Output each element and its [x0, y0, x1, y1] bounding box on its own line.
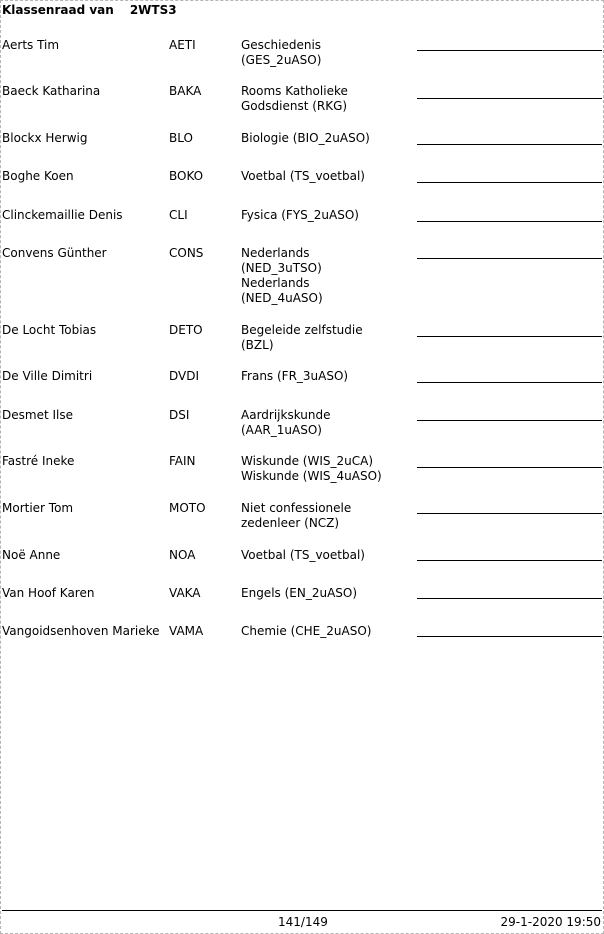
- signature-line: [417, 144, 602, 145]
- page-number: 141/149: [278, 915, 328, 929]
- signature-line: [417, 513, 602, 514]
- subject-line: (NED_3uTSO): [241, 261, 322, 275]
- header-title: Klassenraad van: [2, 3, 114, 17]
- teacher-subjects: [241, 246, 411, 306]
- subject-line: zedenleer (NCZ): [241, 516, 340, 530]
- subject-line: Godsdienst (RKG): [241, 99, 348, 113]
- teacher-subjects: [241, 408, 411, 438]
- signature-line: [417, 636, 602, 637]
- signature-line: [417, 50, 602, 51]
- subject-line: Begeleide zelfstudie: [241, 323, 363, 337]
- signature-line: [417, 467, 602, 468]
- subject-line: Engels (EN_2uASO): [241, 586, 358, 600]
- teacher-subjects: [241, 501, 411, 531]
- subject-line: Voetbal (TS_voetbal): [241, 548, 365, 562]
- teacher-name: De Locht Tobias: [2, 323, 97, 337]
- teacher-subjects: [241, 323, 411, 353]
- teacher-code: BAKA: [169, 84, 202, 98]
- teacher-name: Aerts Tim: [2, 38, 60, 52]
- teacher-name: Clinckemaillie Denis: [2, 208, 123, 222]
- subject-line: Niet confessionele: [241, 501, 352, 515]
- subject-line: (NED_4uASO): [241, 291, 323, 305]
- teacher-name: Boghe Koen: [2, 169, 74, 183]
- subject-line: Voetbal (TS_voetbal): [241, 169, 365, 183]
- teacher-name: Van Hoof Karen: [2, 586, 95, 600]
- signature-line: [417, 598, 602, 599]
- subject-line: Rooms Katholieke: [241, 84, 348, 98]
- teacher-name: Convens Günther: [2, 246, 107, 260]
- teacher-code: DETO: [169, 323, 203, 337]
- teacher-name: De Ville Dimitri: [2, 369, 93, 383]
- subject-line: Wiskunde (WIS_2uCA): [241, 454, 374, 468]
- subject-line: Geschiedenis: [241, 38, 322, 52]
- subject-line: Nederlands: [241, 246, 310, 260]
- signature-line: [417, 258, 602, 259]
- teacher-name: Mortier Tom: [2, 501, 74, 515]
- subject-line: (AAR_1uASO): [241, 423, 322, 437]
- teacher-subjects: [241, 586, 411, 601]
- teacher-code: BOKO: [169, 169, 204, 183]
- teacher-subjects: [241, 84, 411, 114]
- subject-line: Fysica (FYS_2uASO): [241, 208, 359, 222]
- subject-line: (GES_2uASO): [241, 53, 322, 67]
- teacher-name: Desmet Ilse: [2, 408, 73, 422]
- signature-line: [417, 182, 602, 183]
- teacher-code: FAIN: [169, 454, 196, 468]
- subject-line: Wiskunde (WIS_4uASO): [241, 469, 382, 483]
- teacher-name: Fastré Ineke: [2, 454, 75, 468]
- subject-line: Biologie (BIO_2uASO): [241, 131, 370, 145]
- teacher-code: VAKA: [169, 586, 201, 600]
- signature-line: [417, 221, 602, 222]
- subject-line: Chemie (CHE_2uASO): [241, 624, 372, 638]
- teacher-code: CLI: [169, 208, 188, 222]
- footer-divider: [2, 910, 602, 911]
- teacher-name: Baeck Katharina: [2, 84, 101, 98]
- signature-line: [417, 420, 602, 421]
- teacher-name: Vangoidsenhoven Marieke: [2, 624, 160, 638]
- signature-line: [417, 560, 602, 561]
- teacher-subjects: [241, 454, 411, 484]
- teacher-code: AETI: [169, 38, 196, 52]
- teacher-subjects: [241, 169, 411, 184]
- teacher-name: Blockx Herwig: [2, 131, 88, 145]
- printed-timestamp: 29-1-2020 19:50: [500, 915, 601, 929]
- teacher-subjects: [241, 548, 411, 563]
- teacher-code: BLO: [169, 131, 193, 145]
- subject-line: Aardrijkskunde: [241, 408, 331, 422]
- signature-line: [417, 336, 602, 337]
- subject-line: (BZL): [241, 338, 274, 352]
- teacher-code: VAMA: [169, 624, 204, 638]
- teacher-subjects: [241, 624, 411, 639]
- teacher-code: DSI: [169, 408, 190, 422]
- teacher-subjects: [241, 369, 411, 384]
- teacher-subjects: [241, 131, 411, 146]
- subject-line: Frans (FR_3uASO): [241, 369, 349, 383]
- teacher-code: DVDI: [169, 369, 200, 383]
- document-header: [2, 3, 177, 17]
- subject-line: Nederlands: [241, 276, 310, 290]
- signature-line: [417, 382, 602, 383]
- teacher-code: CONS: [169, 246, 204, 260]
- class-code: 2WTS3: [129, 3, 177, 17]
- signature-line: [417, 98, 602, 99]
- teacher-subjects: [241, 208, 411, 223]
- teacher-subjects: [241, 38, 411, 68]
- teacher-name: Noë Anne: [2, 548, 61, 562]
- teacher-code: NOA: [169, 548, 196, 562]
- teacher-code: MOTO: [169, 501, 206, 515]
